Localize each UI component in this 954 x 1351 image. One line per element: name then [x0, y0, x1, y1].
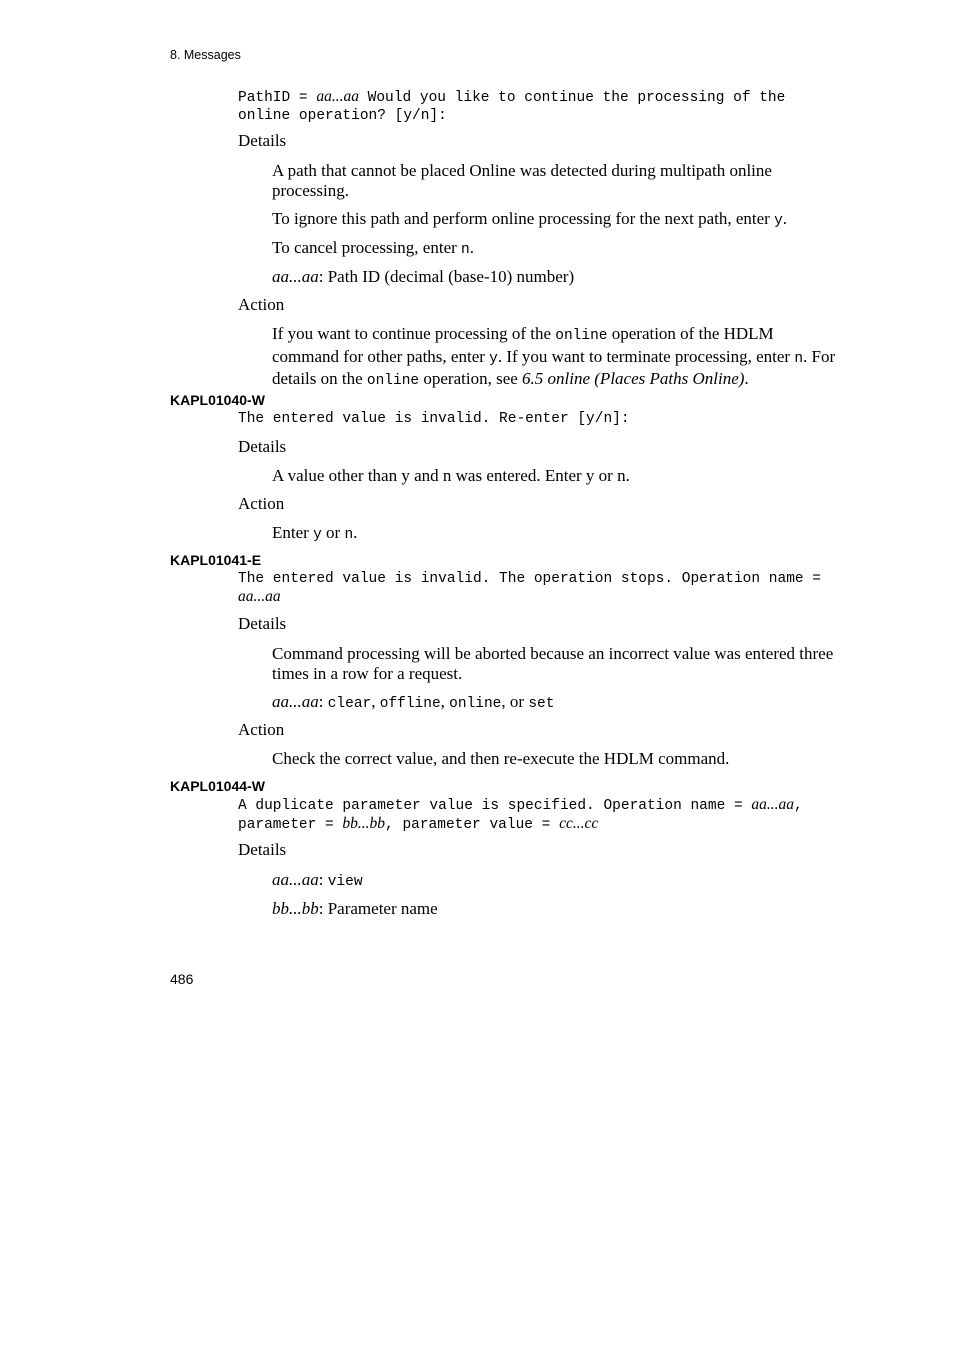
details-heading: Details [238, 131, 287, 150]
message-variable: bb...bb [342, 815, 386, 832]
inline-code: clear [327, 696, 372, 712]
action-paragraph [272, 523, 837, 546]
details-paragraph: A path that cannot be placed Online was detected during multipath online processing. [272, 161, 772, 200]
inline-code: offline [379, 696, 441, 712]
message-text-part: , parameter value = [385, 817, 560, 833]
details-paragraph [272, 209, 837, 232]
details-paragraph [272, 870, 837, 893]
text-part: . [469, 238, 474, 257]
message-text-part: , parameter = [238, 798, 803, 833]
inline-code: y [774, 213, 783, 229]
message-text [238, 88, 838, 125]
text-part: : Path ID (decimal (base-10) number) [318, 267, 575, 286]
details-paragraph [272, 692, 837, 715]
text-part: or [321, 523, 345, 542]
text-part: . For details on the [272, 346, 836, 388]
message-id: KAPL01044-W [170, 778, 265, 794]
text-part: : Parameter name [318, 899, 438, 918]
action-heading: Action [238, 494, 285, 513]
inline-code: online [555, 328, 608, 344]
details-paragraph: A value other than y and n was entered. Enter y or n. [272, 466, 630, 485]
variable-name: aa...aa [272, 870, 319, 889]
text-part: operation of the HDLM command for other paths, enter [272, 324, 774, 366]
message-variable: aa...aa [238, 588, 281, 605]
message-text-part: The entered value is invalid. The operation stops. Operation name = [238, 571, 821, 587]
message-text-part: A duplicate parameter value is specified. Operation name = [238, 798, 752, 814]
details-heading: Details [238, 614, 287, 633]
text-part: To cancel processing, enter [272, 238, 462, 257]
message-text-part: PathID = [238, 90, 317, 106]
details-paragraph: Command processing will be aborted because an incorrect value was entered three times in a row for a request. [272, 644, 834, 683]
message-text-part: Would you like to continue the processing of the online operation? [y/n]: [238, 90, 786, 124]
inline-code: n [344, 527, 354, 543]
inline-code: y [313, 527, 322, 543]
text-part: If you want to continue processing of the [272, 324, 556, 343]
page-number: 486 [170, 971, 194, 987]
details-paragraph [272, 267, 837, 287]
inline-code: n [461, 242, 470, 258]
variable-name: bb...bb [272, 899, 319, 918]
message-text [238, 570, 838, 607]
text-part: To ignore this path and perform online processing for the next path, enter [272, 209, 775, 228]
inline-code: y [489, 350, 498, 367]
action-heading: Action [238, 720, 285, 739]
variable-name: aa...aa [272, 267, 319, 286]
message-id: KAPL01041-E [170, 552, 262, 568]
text-part: . [744, 369, 749, 388]
message-variable: aa...aa [751, 796, 795, 813]
inline-code: n [794, 350, 804, 367]
details-heading: Details [238, 840, 287, 859]
text-part: : [318, 692, 328, 711]
text-part: Enter [272, 523, 314, 542]
running-head: 8. Messages [170, 48, 241, 62]
details-paragraph [272, 238, 837, 261]
inline-code: set [528, 696, 555, 712]
message-variable: cc...cc [559, 815, 599, 832]
details-heading: Details [238, 437, 287, 456]
message-text: The entered value is invalid. Re-enter [y/n]: [238, 411, 630, 427]
text-part: : [318, 870, 328, 889]
text-part: , [371, 692, 380, 711]
action-heading: Action [238, 295, 285, 314]
message-text [238, 796, 838, 834]
text-part: . [782, 209, 788, 228]
details-paragraph [272, 899, 837, 919]
message-id: KAPL01040-W [170, 392, 265, 408]
text-part: , or [501, 692, 529, 711]
variable-name: aa...aa [272, 692, 319, 711]
action-paragraph [272, 324, 837, 392]
text-part: . [353, 523, 358, 542]
cross-reference: 6.5 online (Places Paths Online) [522, 369, 745, 388]
inline-code: view [327, 874, 363, 890]
inline-code: online [366, 373, 420, 389]
text-part: operation, see [419, 369, 523, 388]
action-paragraph: Check the correct value, and then re-execute the HDLM command. [272, 749, 730, 768]
message-variable: aa...aa [316, 88, 359, 105]
inline-code: online [449, 696, 502, 712]
text-part: , [440, 692, 450, 711]
text-part: . If you want to terminate processing, enter [497, 346, 795, 366]
